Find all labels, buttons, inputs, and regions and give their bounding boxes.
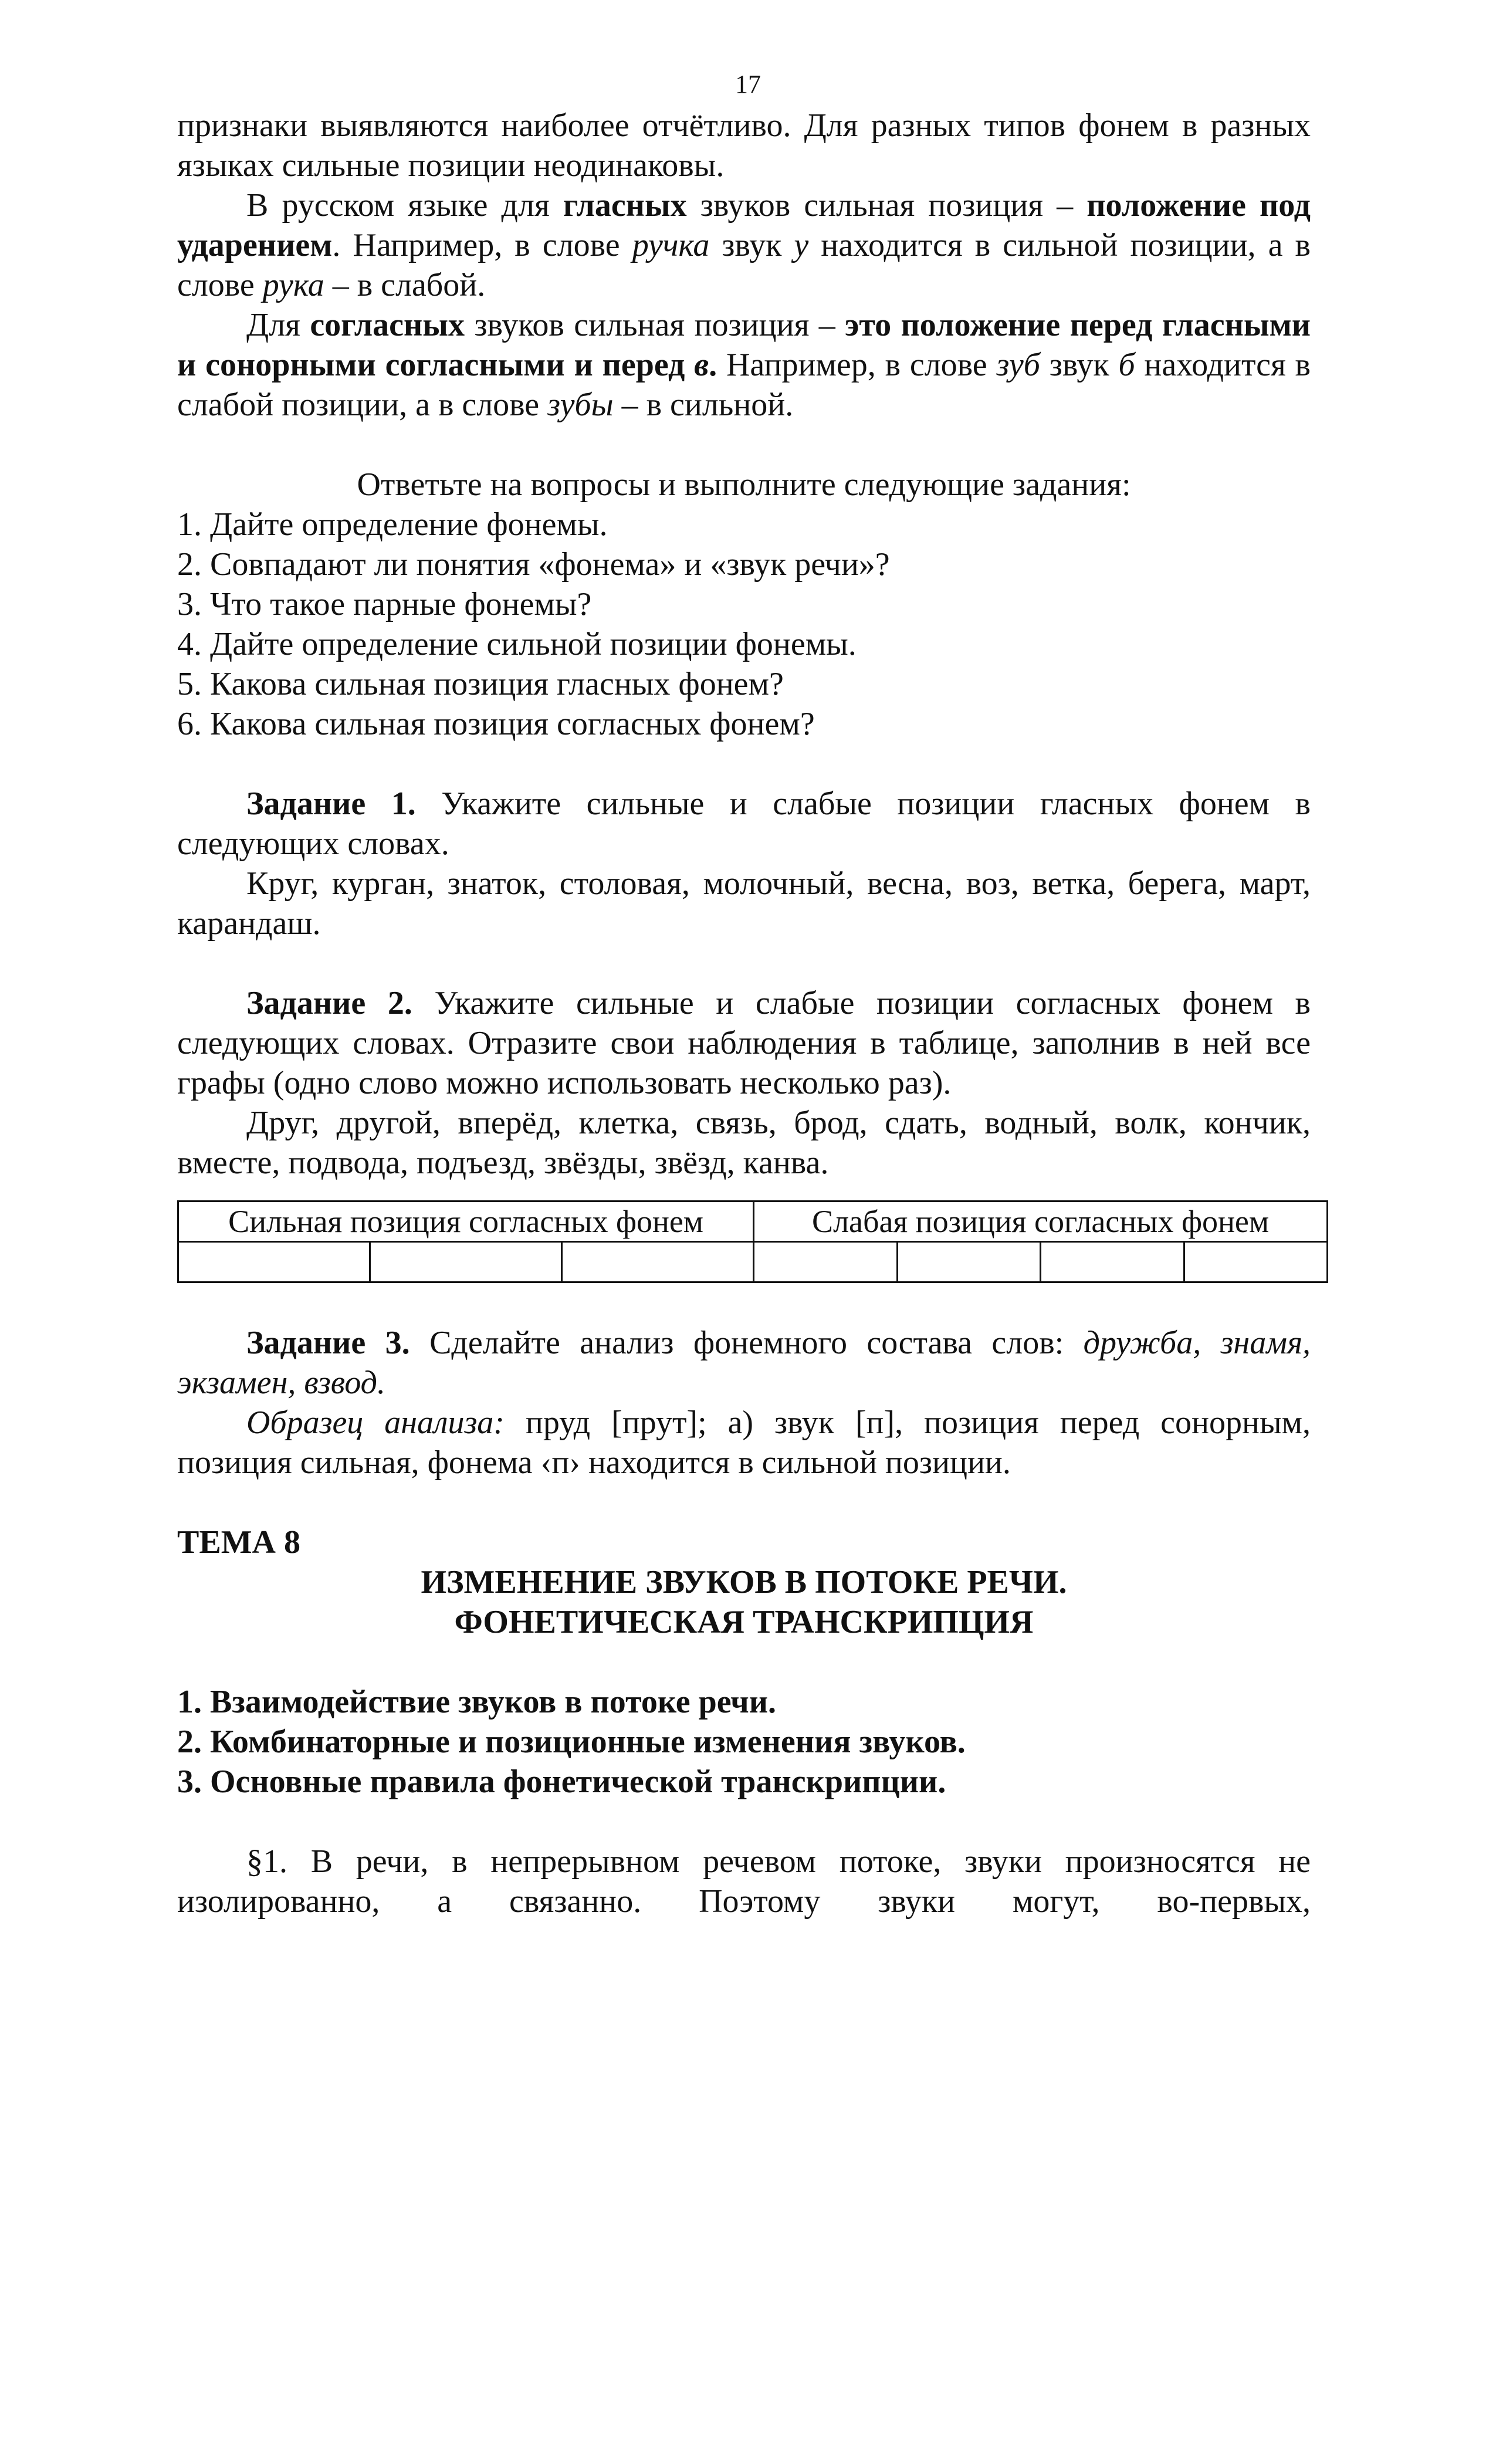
section-1-paragraph: §1. В речи, в непрерывном речевом потоке, звуки произносятся не изолированно, а связанно. Поэтому звуки могут, во-первых, xyxy=(177,1843,1311,1920)
plan-item: 2. Комбинаторные и позиционные изменения звуков. xyxy=(177,1724,966,1760)
term-strong-position-consonants: это положение перед гласными и сонорными согласными и перед в. xyxy=(177,307,1311,383)
table-row xyxy=(178,1242,1328,1282)
plan-item: 1. Взаимодействие звуков в потоке речи. xyxy=(177,1684,777,1720)
table-cell xyxy=(178,1242,370,1282)
topic-title-line-2: ФОНЕТИЧЕСКАЯ ТРАНСКРИПЦИЯ xyxy=(454,1604,1034,1640)
questions-heading: Ответьте на вопросы и выполните следующие задания: xyxy=(357,466,1131,503)
term-consonants: согласных xyxy=(310,307,465,343)
task3-text: Задание 3. Сделайте анализ фонемного состава слов: дружба, знамя, экзамен, взвод. xyxy=(177,1325,1311,1401)
list-item: 2. Совпадают ли понятия «фонема» и «звук речи»? xyxy=(177,546,890,583)
task1-text: Задание 1. Укажите сильные и слабые позиции гласных фонем в следующих словах. xyxy=(177,786,1311,862)
table-cell xyxy=(1184,1242,1328,1282)
list-item: 1. Дайте определение фонемы. xyxy=(177,506,608,543)
task2-text: Задание 2. Укажите сильные и слабые позиции согласных фонем в следующих словах. Отразите свои наблюдения в таблице, заполнив в ней все графы (одно слово можно использовать несколько раз). xyxy=(177,985,1311,1101)
table-header-weak: Слабая позиция согласных фонем xyxy=(754,1201,1328,1242)
intro-paragraph-1: признаки выявляются наиболее отчётливо. Для разных типов фонем в разных языках сильные позиции неодинаковы. xyxy=(177,107,1311,184)
page-content xyxy=(177,106,1311,1921)
page-number: 17 xyxy=(735,70,761,99)
topic-label: ТЕМА 8 xyxy=(177,1524,300,1561)
questions-list xyxy=(177,505,1311,744)
list-item: 3. Что такое парные фонемы? xyxy=(177,586,592,622)
term-vowels: гласных xyxy=(563,187,687,224)
sample-label: Образец анализа: xyxy=(246,1404,505,1441)
task1-words: Круг, курган, знаток, столовая, молочный, весна, воз, ветка, берега, март, карандаш. xyxy=(177,865,1311,942)
table-header-row xyxy=(178,1201,1328,1242)
positions-table xyxy=(177,1200,1328,1283)
topic-plan xyxy=(177,1682,1311,1802)
task3-words: дружба, знамя, экзамен, взвод. xyxy=(177,1325,1311,1401)
list-item: 5. Какова сильная позиция гласных фонем? xyxy=(177,666,784,702)
list-item: 4. Дайте определение сильной позиции фонемы. xyxy=(177,626,857,662)
task3-label: Задание 3. xyxy=(246,1325,410,1361)
plan-item: 3. Основные правила фонетической транскрипции. xyxy=(177,1764,946,1800)
task2-words: Друг, другой, вперёд, клетка, связь, брод, сдать, водный, волк, кончик, вместе, подвода, подъезд, звёзды, звёзд, канва. xyxy=(177,1105,1311,1181)
list-item: 6. Какова сильная позиция согласных фонем? xyxy=(177,706,815,742)
topic-title-line-1: ИЗМЕНЕНИЕ ЗВУКОВ В ПОТОКЕ РЕЧИ. xyxy=(421,1564,1067,1600)
table-cell xyxy=(370,1242,562,1282)
table-header-strong: Сильная позиция согласных фонем xyxy=(178,1201,754,1242)
table-cell xyxy=(897,1242,1040,1282)
intro-paragraph-3: Для согласных звуков сильная позиция – это положение перед гласными и сонорными согласными и перед в. Например, в слове зуб звук б находится в слабой позиции, а в слове зубы – в сильной. xyxy=(177,307,1311,423)
intro-paragraph-2: В русском языке для гласных звуков сильная позиция – положение под ударением. Например, в слове ручка звук у находится в сильной позиции, а в слове рука – в слабой. xyxy=(177,187,1311,303)
task1-label: Задание 1. xyxy=(246,786,416,822)
table-cell xyxy=(1041,1242,1184,1282)
task3-sample: Образец анализа: пруд [прут]; а) звук [п], позиция перед сонорным, позиция сильная, фонема ‹п› находится в сильной позиции. xyxy=(177,1404,1311,1481)
term-stressed-position: положение под ударением xyxy=(177,187,1311,263)
table-cell xyxy=(754,1242,897,1282)
task2-label: Задание 2. xyxy=(246,985,412,1021)
table-cell xyxy=(562,1242,754,1282)
